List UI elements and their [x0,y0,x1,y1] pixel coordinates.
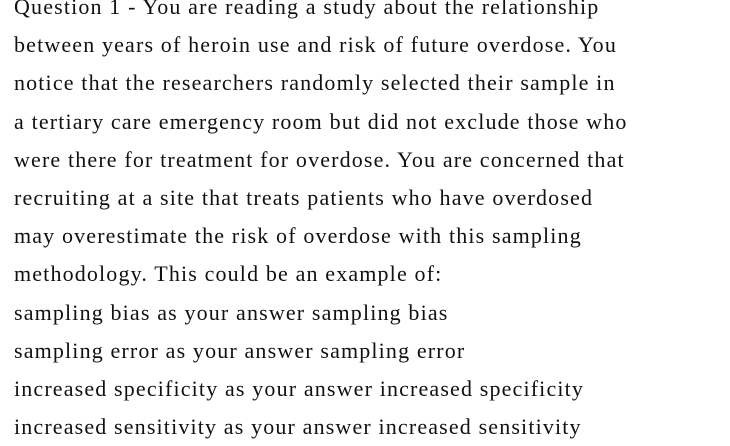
answer-option-increased-sensitivity[interactable]: increased sensitivity as your answer increased sensitivity [14,414,582,440]
question-text-line-1: Question 1 - You are reading a study about the relationship [14,0,600,19]
question-text-line-6: recruiting at a site that treats patients who have overdosed [14,184,594,210]
question-text-line-4: a tertiary care emergency room but did not exclude those who [14,108,628,134]
question-block [14,0,730,446]
answer-option-increased-specificity[interactable]: increased specificity as your answer increased specificity [14,375,585,401]
question-text-line-7: may overestimate the risk of overdose with this sampling [14,223,582,249]
answer-option-sampling-error[interactable]: sampling error as your answer sampling error [14,337,466,363]
question-text-line-2: between years of heroin use and risk of future overdose. You [14,32,617,58]
question-text-line-3: notice that the researchers randomly selected their sample in [14,70,616,96]
question-text-line-5: were there for treatment for overdose. You are concerned that [14,146,625,172]
question-text-line-8: methodology. This could be an example of: [14,261,443,287]
answer-option-sampling-bias[interactable]: sampling bias as your answer sampling bias [14,299,449,325]
